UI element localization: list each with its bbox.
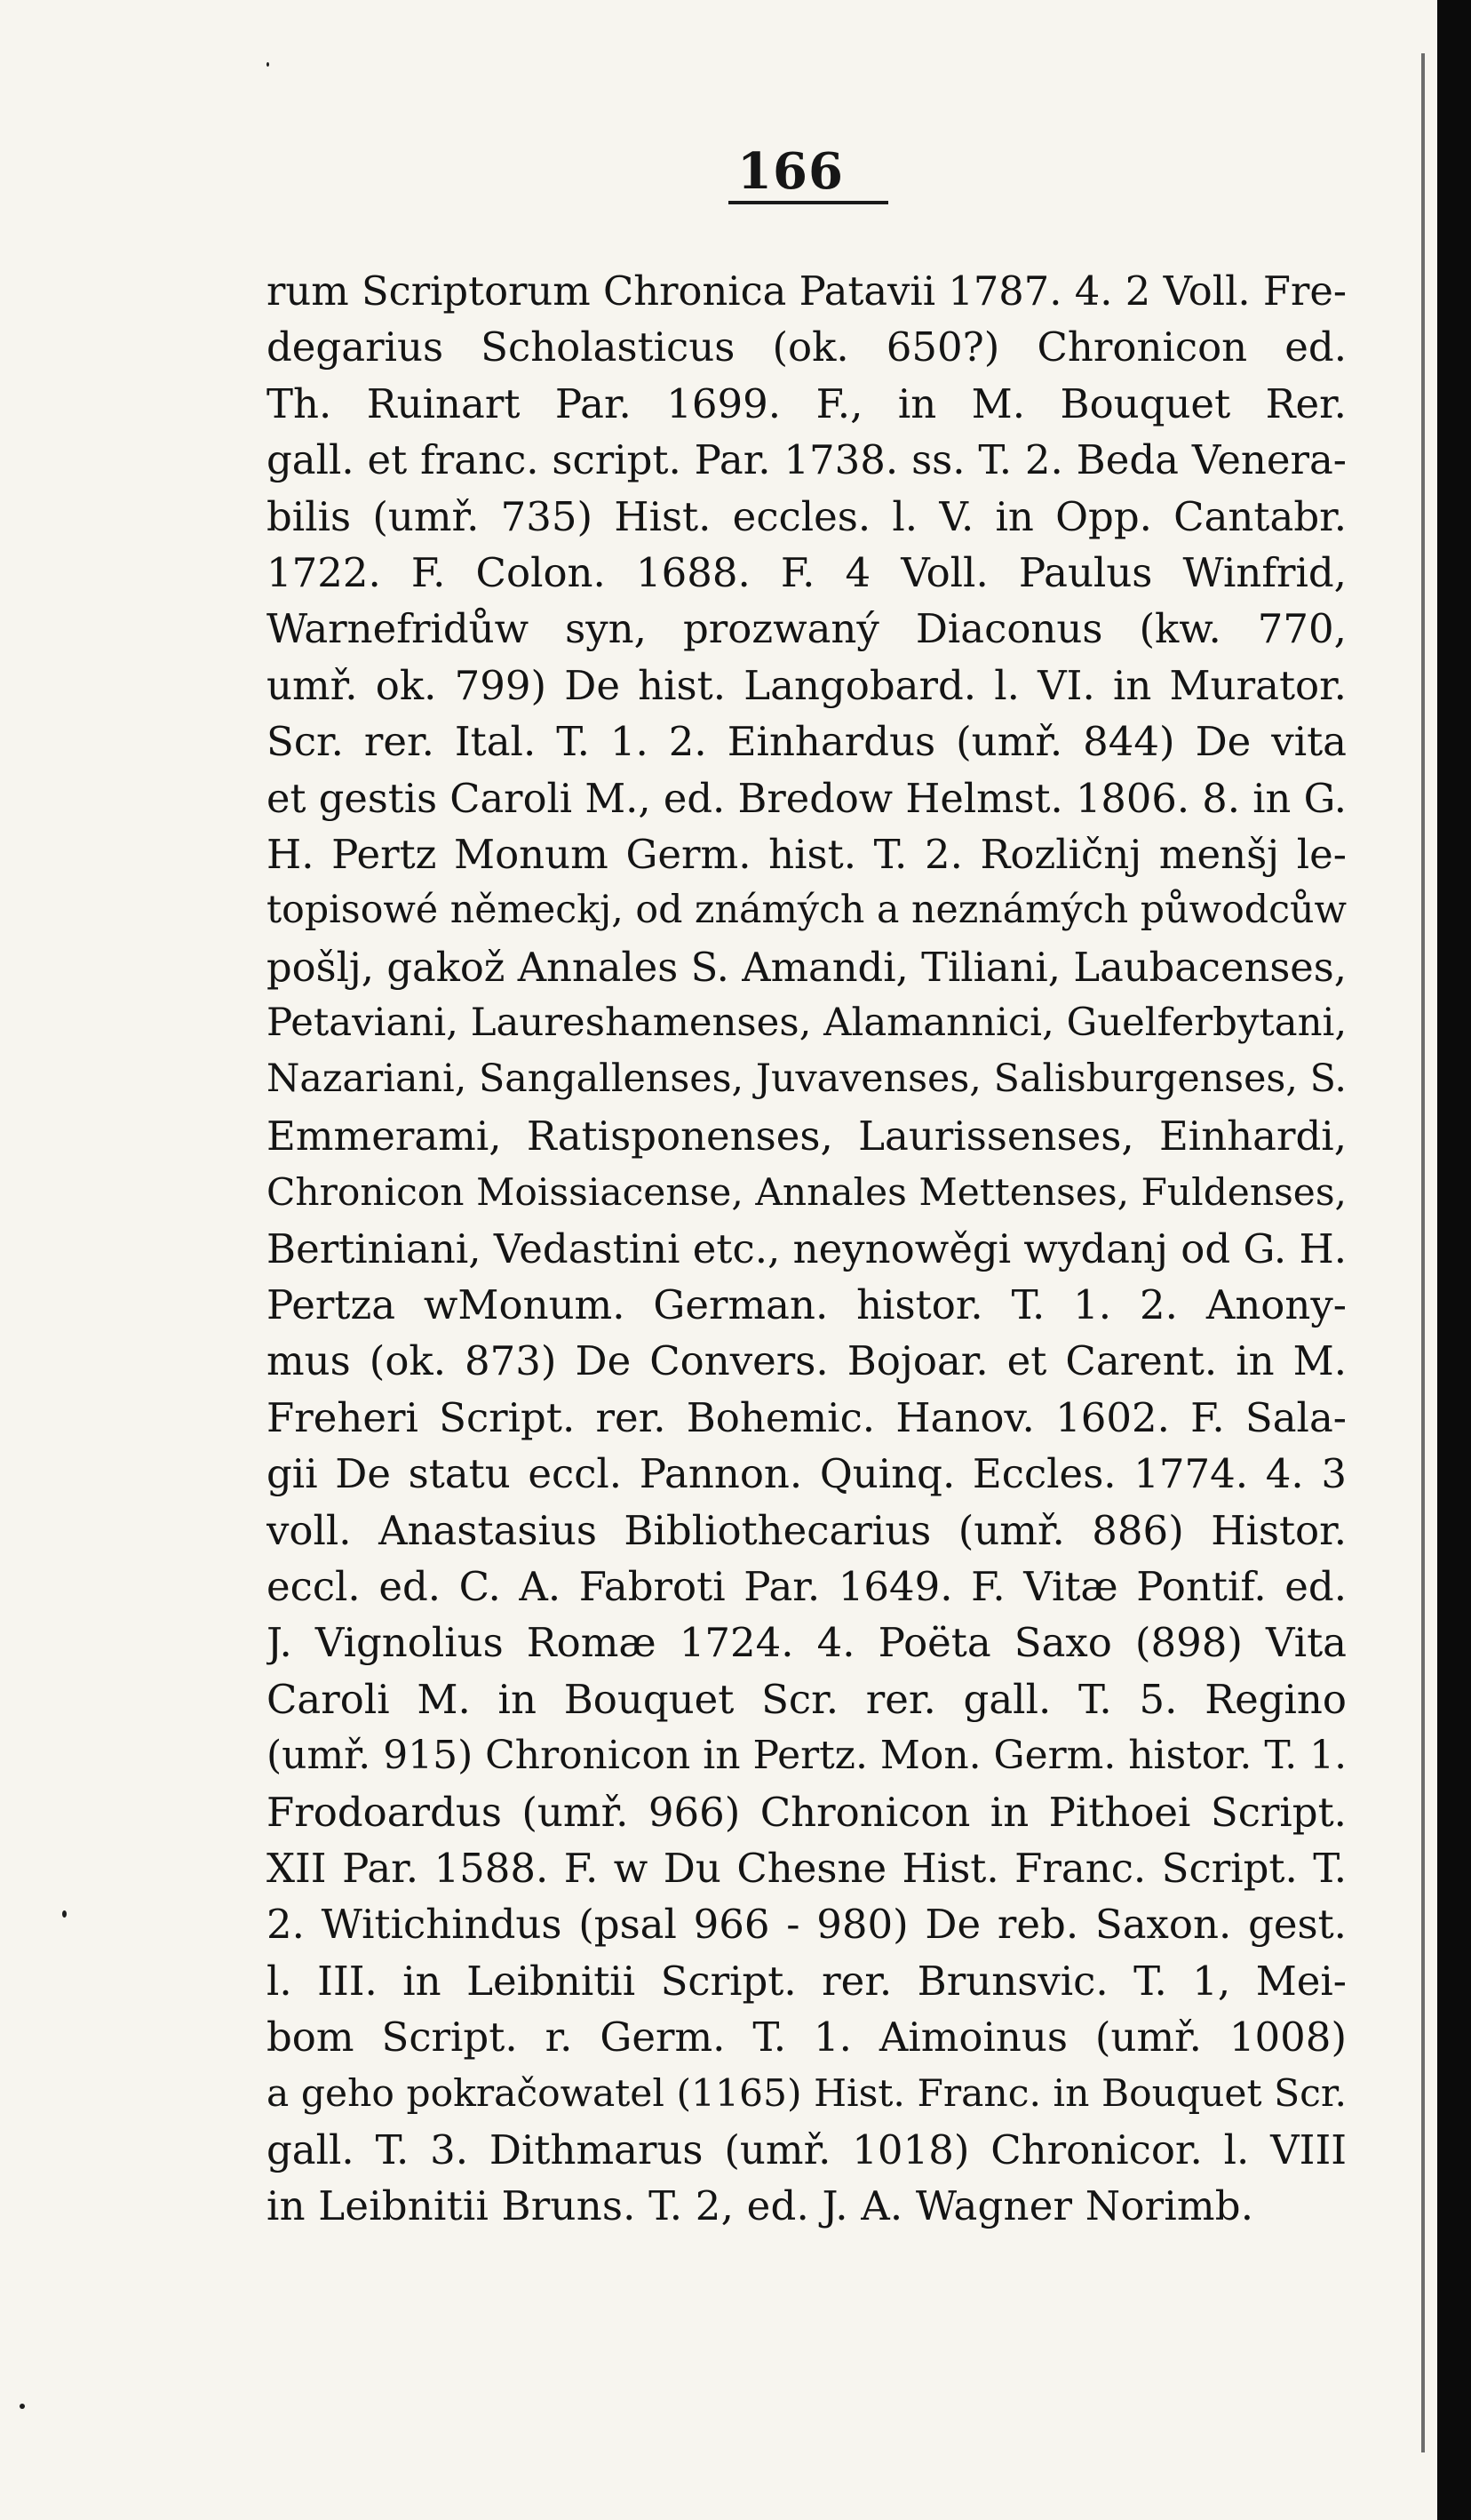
text-line: Nazariani, Sangallenses, Juvavenses, Salisburgenses, S. [266, 1057, 1347, 1102]
text-line: degarius Scholasticus (ok. 650?) Chronicon ed. [266, 323, 1347, 371]
text-line: in Leibnitii Bruns. T. 2, ed. J. A. Wagner Norimb. [266, 2182, 1254, 2230]
text-line: Frodoardus (umř. 966) Chronicon in Pithoei Script. [266, 1788, 1347, 1836]
body-text [266, 263, 1347, 2235]
text-line: mus (ok. 873) De Convers. Bojoar. et Carent. in M. [266, 1337, 1347, 1385]
text-line: a geho pokračowatel (1165) Hist. Franc. in Bouquet Scr. [266, 2071, 1347, 2116]
text-line: Chronicon Moissiacense, Annales Mettenses, Fuldenses, [266, 1170, 1347, 1215]
text-line: J. Vignolius Romæ 1724. 4. Poëta Saxo (898) Vita [266, 1619, 1347, 1667]
text-line: Warnefridůw syn, prozwaný Diaconus (kw. 770, [266, 605, 1347, 653]
page-edge-shadow [1437, 0, 1471, 2520]
text-line: gii De statu eccl. Pannon. Quinq. Eccles. 1774. 4. 3 [266, 1450, 1347, 1498]
scan-speck [20, 2404, 25, 2409]
text-line: voll. Anastasius Bibliothecarius (umř. 886) Histor. [266, 1506, 1347, 1554]
text-line: XII Par. 1588. F. w Du Chesne Hist. Franc. Script. T. [266, 1844, 1347, 1892]
page-number: 166 [737, 142, 844, 201]
text-line: umř. ok. 799) De hist. Langobard. l. VI. in Murator. [266, 661, 1347, 709]
scan-speck [266, 62, 269, 67]
text-line: bom Script. r. Germ. T. 1. Aimoinus (umř. 1008) [266, 2014, 1347, 2061]
text-line: 1722. F. Colon. 1688. F. 4 Voll. Paulus Winfrid, [266, 548, 1347, 596]
text-line: rum Scriptorum Chronica Patavii 1787. 4. 2 Voll. Fre- [266, 267, 1347, 315]
text-line: 2. Witichindus (psal 966 - 980) De reb. Saxon. gest. [266, 1901, 1347, 1949]
text-line: Th. Ruinart Par. 1699. F., in M. Bouquet Rer. [266, 379, 1347, 427]
text-line: topisowé německj, od známých a neznámých půwodcůw [266, 888, 1347, 933]
text-line: l. III. in Leibnitii Script. rer. Brunsvic. T. 1, Mei- [266, 1957, 1347, 2005]
text-line: eccl. ed. C. A. Fabroti Par. 1649. F. Vitæ Pontif. ed. [266, 1562, 1347, 1610]
text-line: Scr. rer. Ital. T. 1. 2. Einhardus (umř. 844) De vita [266, 718, 1347, 766]
text-line: Caroli M. in Bouquet Scr. rer. gall. T. 5. Regino [266, 1675, 1347, 1723]
page-number-rule [728, 201, 888, 204]
text-line: Freheri Script. rer. Bohemic. Hanov. 1602. F. Sala- [266, 1393, 1347, 1441]
text-line: et gestis Caroli M., ed. Bredow Helmst. 1806. 8. in G. [266, 774, 1347, 822]
text-line: Pertza wMonum. German. histor. T. 1. 2. Anony- [266, 1281, 1347, 1329]
text-line: gall. T. 3. Dithmarus (umř. 1018) Chronicor. l. VIII [266, 2125, 1347, 2173]
text-line: Bertiniani, Vedastini etc., neynowěgi wydanj od G. H. [266, 1224, 1347, 1272]
text-line: (umř. 915) Chronicon in Pertz. Mon. Germ. histor. T. 1. [266, 1733, 1347, 1779]
text-line: Petaviani, Laureshamenses, Alamannici, Guelferbytani, [266, 1001, 1347, 1046]
text-line: pošlj, gakož Annales S. Amandi, Tiliani, Laubacenses, [266, 943, 1347, 991]
text-line: bilis (umř. 735) Hist. eccles. l. V. in Opp. Cantabr. [266, 492, 1347, 540]
page-edge-line [1421, 53, 1425, 2452]
scan-speck [62, 1910, 67, 1918]
text-line: H. Pertz Monum Germ. hist. T. 2. Rozličnj menšj le- [266, 830, 1347, 878]
text-line: gall. et franc. script. Par. 1738. ss. T. 2. Beda Venera- [266, 436, 1347, 484]
text-line: Emmerami, Ratisponenses, Laurissenses, Einhardi, [266, 1112, 1347, 1160]
